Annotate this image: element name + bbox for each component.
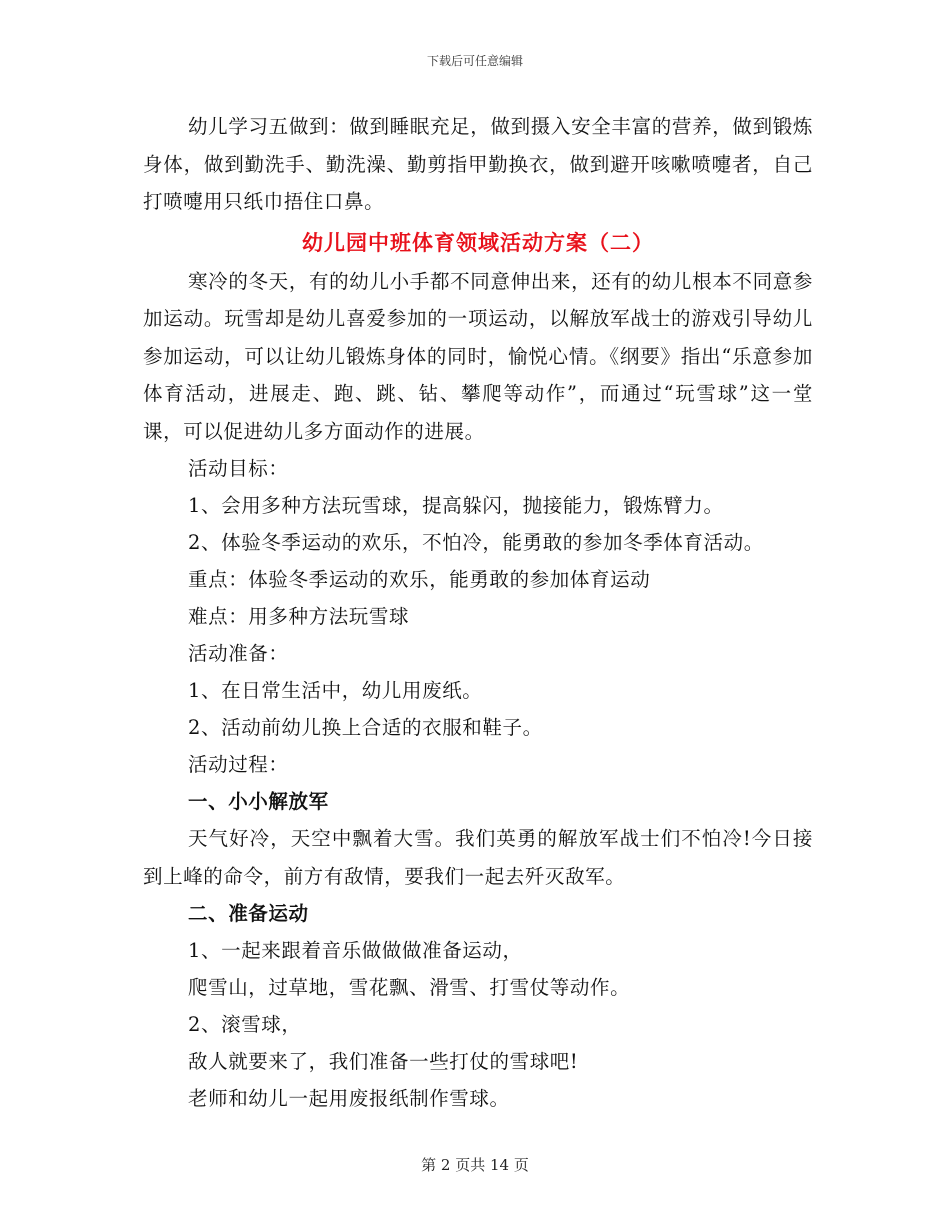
section-1-paragraph: 天气好冷，天空中飘着大雪。我们英勇的解放军战士们不怕冷!今日接到上峰的命令，前方有敌情，要我们一起去歼灭敌军。 <box>143 827 813 888</box>
prep-heading: 活动准备： <box>188 642 289 665</box>
page-header: 下载后可任意编辑 <box>426 54 523 68</box>
key-point: 重点：体验冬季运动的欢乐，能勇敢的参加体育运动 <box>188 568 651 591</box>
section-1-heading: 一、小小解放军 <box>188 790 329 813</box>
goal-item-1: 1、会用多种方法玩雪球，提高躲闪，抛接能力，锻炼臂力。 <box>188 494 724 517</box>
section-2-heading: 二、准备运动 <box>188 902 309 925</box>
intro-paragraph: 幼儿学习五做到：做到睡眠充足，做到摄入安全丰富的营养，做到锻炼身体，做到勤洗手、勤洗澡、勤剪指甲勤换衣，做到避开咳嗽喷嚏者，自己打喷嚏用只纸巾捂住口鼻。 <box>143 115 813 213</box>
section-2-line-5: 老师和幼儿一起用废报纸制作雪球。 <box>188 1087 510 1110</box>
section-2-line-4: 敌人就要来了，我们准备一些打仗的雪球吧! <box>188 1050 579 1073</box>
prep-item-2: 2、活动前幼儿换上合适的衣服和鞋子。 <box>188 716 543 739</box>
section-2-line-3: 2、滚雪球， <box>188 1013 302 1036</box>
prep-item-1: 1、在日常生活中，幼儿用废纸。 <box>188 679 483 702</box>
difficulty-point: 难点：用多种方法玩雪球 <box>188 605 410 628</box>
section-title: 幼儿园中班体育领域活动方案（二） <box>302 229 654 255</box>
body-paragraph: 寒冷的冬天，有的幼儿小手都不同意伸出来，还有的幼儿根本不同意参加运动。玩雪却是幼儿喜爱参加的一项运动，以解放军战士的游戏引导幼儿参加运动，可以让幼儿锻炼身体的同时，愉悦心情。《纲要》指出“乐意参加体育活动，进展走、跑、跳、钻、攀爬等动作”，而通过“玩雪球”这一堂课，可以促进幼儿多方面动作的进展。 <box>143 269 813 443</box>
process-heading: 活动过程： <box>188 753 289 776</box>
document-body <box>143 108 813 1117</box>
goal-heading: 活动目标： <box>188 457 289 480</box>
section-2-line-1: 1、一起来跟着音乐做做做准备运动， <box>188 939 523 962</box>
goal-item-2: 2、体验冬季运动的欢乐，不怕冷，能勇敢的参加冬季体育活动。 <box>188 531 764 554</box>
page-footer: 第 2 页共 14 页 <box>421 1156 529 1174</box>
section-2-line-2: 爬雪山，过草地，雪花飘、滑雪、打雪仗等动作。 <box>188 976 631 999</box>
